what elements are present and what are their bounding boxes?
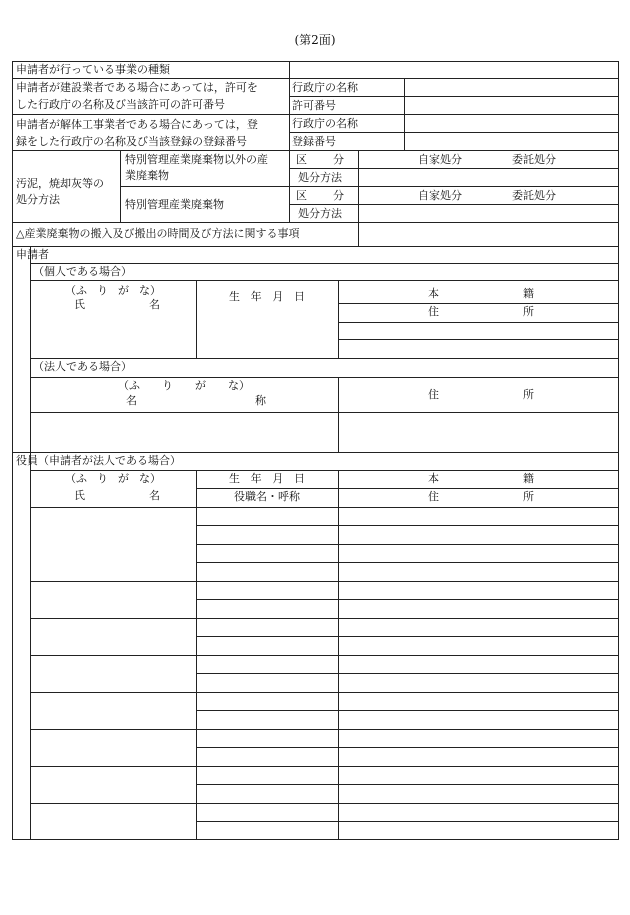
construction-permit-number-label: 許可番号	[292, 99, 336, 112]
page-number: (第2面)	[294, 33, 336, 47]
individual-furigana-header: （ふ り が な）	[65, 284, 161, 297]
column-line	[30, 452, 31, 839]
row-line	[30, 263, 618, 264]
disposal-method-field-label: 処分方法	[298, 171, 342, 184]
corporation-case-label: （法人である場合）	[33, 360, 132, 373]
disposal-method-label-1: 汚泥，焼却灰等の	[16, 177, 104, 190]
row-line	[13, 150, 618, 151]
row-line	[289, 132, 618, 133]
self-disposal-option: 自家処分	[418, 153, 462, 166]
row-line	[196, 544, 618, 545]
individual-case-label: （個人である場合）	[33, 265, 132, 278]
individual-name-header: 氏 名	[74, 298, 160, 311]
officer-address-header: 住 所	[428, 490, 534, 503]
column-line	[358, 222, 359, 246]
column-line	[358, 150, 359, 222]
business-type-label: 申請者が行っている事業の種類	[16, 63, 170, 76]
row-line	[13, 246, 618, 247]
row-line	[289, 96, 618, 97]
row-line	[196, 525, 618, 526]
disposal-method-label-2: 処分方法	[16, 193, 60, 206]
column-line	[404, 114, 405, 150]
row-line	[30, 803, 618, 804]
officer-name-header: 氏 名	[74, 489, 160, 502]
construction-authority-label: 行政庁の名称	[292, 81, 358, 94]
row-line	[30, 655, 618, 656]
column-line	[338, 280, 339, 358]
construction-permit-label-2: した行政庁の名称及び当該許可の許可番号	[16, 98, 225, 111]
individual-birthdate-header: 生 年 月 日	[229, 290, 305, 303]
consigned-disposal-option: 委託処分	[512, 189, 556, 202]
non-special-waste-label-1: 特別管理産業廃棄物以外の産	[125, 153, 268, 166]
row-line	[338, 339, 618, 340]
row-line	[30, 729, 618, 730]
row-line	[196, 747, 618, 748]
row-line	[30, 470, 618, 471]
column-line	[289, 114, 290, 150]
demolition-registration-number-label: 登録番号	[292, 135, 336, 148]
officer-domicile-header: 本 籍	[428, 472, 534, 485]
column-line	[338, 470, 339, 839]
row-line	[30, 692, 618, 693]
column-line	[120, 150, 121, 222]
row-line	[13, 114, 618, 115]
row-line	[30, 581, 618, 582]
column-line	[30, 246, 31, 452]
transport-method-label: △産業廃棄物の搬入及び搬出の時間及び方法に関する事項	[16, 227, 300, 240]
row-line	[13, 222, 618, 223]
row-line	[30, 412, 618, 413]
disposal-method-field-label: 処分方法	[298, 207, 342, 220]
row-line	[196, 636, 618, 637]
demolition-registration-label-2: 録をした行政庁の名称及び当該登録の登録番号	[16, 135, 247, 148]
row-line	[196, 710, 618, 711]
corporation-address-header: 住 所	[428, 388, 534, 401]
column-line	[338, 377, 339, 452]
row-line	[196, 673, 618, 674]
application-form-table	[12, 61, 619, 840]
row-line	[30, 377, 618, 378]
self-disposal-option: 自家処分	[418, 189, 462, 202]
column-line	[196, 280, 197, 358]
non-special-waste-label-2: 業廃棄物	[125, 169, 169, 182]
demolition-authority-label: 行政庁の名称	[292, 117, 358, 130]
row-line	[13, 78, 618, 79]
row-line	[196, 599, 618, 600]
individual-domicile-header: 本 籍	[428, 287, 534, 300]
category-label: 区 分	[296, 189, 344, 202]
row-line	[120, 186, 618, 187]
column-line	[196, 470, 197, 839]
applicant-label: 申請者	[16, 248, 49, 261]
column-line	[404, 78, 405, 114]
row-line	[13, 452, 618, 453]
consigned-disposal-option: 委託処分	[512, 153, 556, 166]
row-line	[338, 322, 618, 323]
row-line	[289, 204, 618, 205]
officer-birthdate-header: 生 年 月 日	[229, 472, 305, 485]
corporation-name-header: 名 称	[126, 394, 266, 407]
column-line	[289, 150, 290, 222]
construction-permit-label-1: 申請者が建設業者である場合にあっては，許可を	[16, 81, 258, 94]
demolition-registration-label-1: 申請者が解体工事業者である場合にあっては，登	[16, 118, 258, 131]
officer-position-header: 役職名・呼称	[234, 490, 300, 503]
officers-label: 役員（申請者が法人である場合）	[16, 454, 181, 467]
row-line	[30, 358, 618, 359]
officer-furigana-header: （ふ り が な）	[65, 472, 161, 485]
row-line	[30, 507, 618, 508]
row-line	[196, 488, 618, 489]
row-line	[30, 618, 618, 619]
corporation-furigana-header: （ふ り が な）	[118, 379, 250, 392]
row-line	[196, 784, 618, 785]
row-line	[196, 821, 618, 822]
special-waste-label: 特別管理産業廃棄物	[125, 198, 224, 211]
row-line	[338, 303, 618, 304]
individual-address-header: 住 所	[428, 305, 534, 318]
category-label: 区 分	[296, 153, 344, 166]
row-line	[196, 562, 618, 563]
row-line	[30, 766, 618, 767]
row-line	[30, 280, 618, 281]
row-line	[289, 168, 618, 169]
column-line	[289, 62, 290, 114]
